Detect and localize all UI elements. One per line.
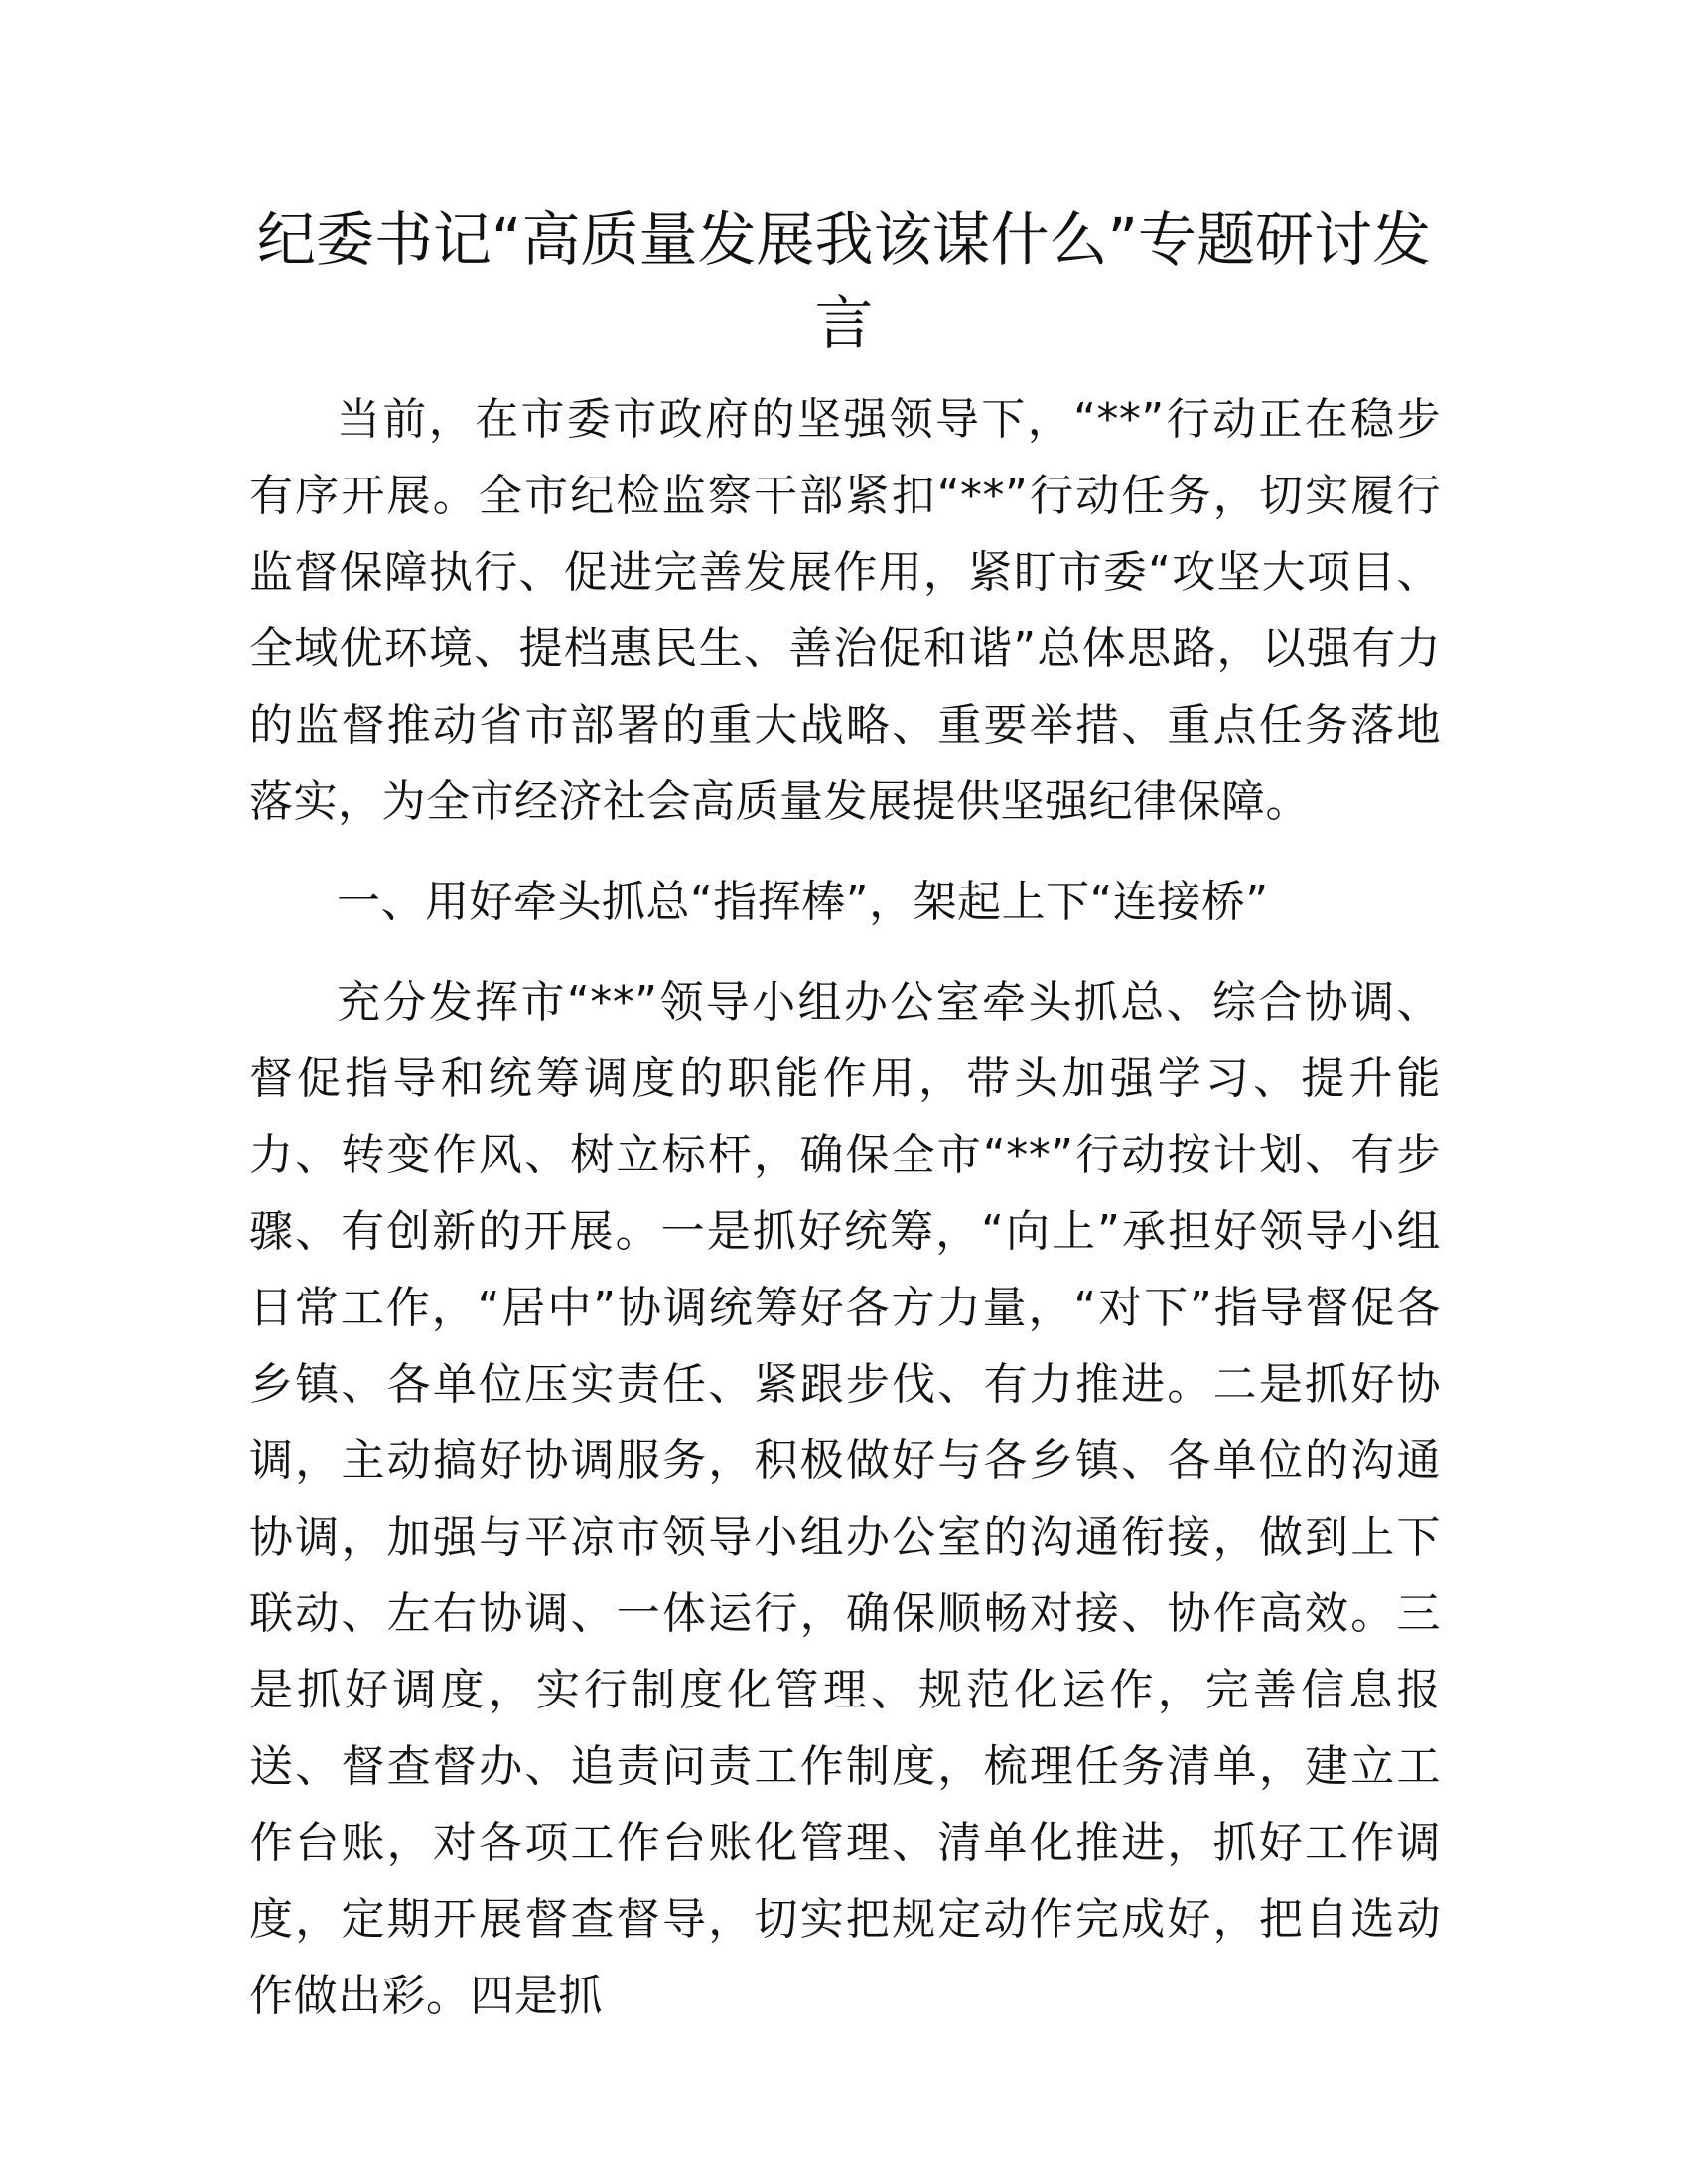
intro-paragraph: 当前，在市委市政府的坚强领导下，“**”行动正在稳步有序开展。全市纪检监察干部紧扣“**”行动任务，切实履行监督保障执行、促进完善发展作用，紧盯市委“攻坚大项目、全域优环境、提档惠民生、善治促和谐”总体思路，以强有力的监督推动省市部署的重大战略、重要举措、重点任务落地落实，为全市经济社会高质量发展提供坚强纪律保障。: [249, 394, 1441, 827]
section-heading-1: 一、用好牵头抓总“指挥棒”，架起上下“连接桥”: [337, 877, 1269, 927]
section-1-paragraph: 充分发挥市“**”领导小组办公室牵头抓总、综合协调、督促指导和统筹调度的职能作用，带头加强学习、提升能力、转变作风、树立标杆，确保全市“**”行动按计划、有步骤、有创新的开展。一是抓好统筹，“向上”承担好领导小组日常工作，“居中”协调统筹好各方力量，“对下”指导督促各乡镇、各单位压实责任、紧跟步伐、有力推进。二是抓好协调，主动搞好协调服务，积极做好与各乡镇、各单位的沟通协调，加强与平凉市领导小组办公室的沟通衔接，做到上下联动、左右协调、一体运行，确保顺畅对接、协作高效。三是抓好调度，实行制度化管理、规范化运作，完善信息报送、督查督办、追责问责工作制度，梳理任务清单，建立工作台账，对各项工作台账化管理、清单化推进，抓好工作调度，定期开展督查督导，切实把规定动作完成好，把自选动作做出彩。四是抓: [249, 977, 1441, 2021]
document-title: 纪委书记“高质量发展我该谋什么”专题研讨发言: [256, 205, 1432, 357]
document-body: [249, 381, 1441, 2058]
